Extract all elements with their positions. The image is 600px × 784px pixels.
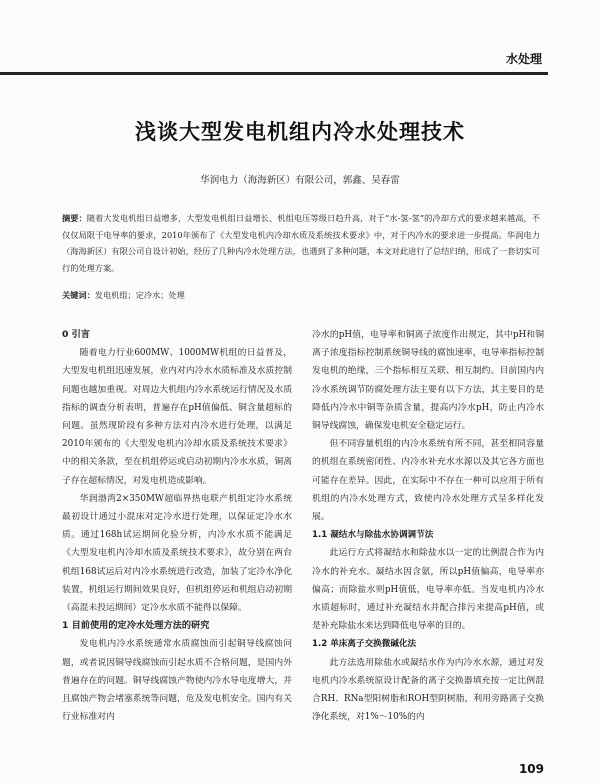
heading-introduction: 0 引言 (62, 329, 90, 340)
paragraph: 此方法选用除盐水或凝结水作为内冷水水源，通过对发电机内冷水系统原设计配备的离子交换器填充按一定比例混合RH、RNa型阳树脂和ROH型阴树脂，利用旁路离子交换净化系统，对1%～10%的内 (312, 657, 544, 723)
paragraph: 冷水的pH值，电导率和铜离子浓度作出规定，其中pH和铜离子浓度指标控制系统铜导线的腐蚀速率，电导率指标控制发电机的绝缘，三个指标相互关联、相互制约。目前国内内冷水系统调节防腐处理方法主要有以下方法，其主要目的是降低内冷水中铜等杂质含量，提高内冷水pH，防止内冷水铜导线腐蚀，确保发电机安全稳定运行。 (312, 330, 544, 432)
left-column (62, 326, 292, 726)
abstract (62, 210, 540, 276)
article-title: 浅谈大型发电机组内冷水处理技术 (135, 120, 465, 144)
heading-1-2: 1.2 单床离子交换微碱化法 (312, 639, 417, 650)
paragraph: 随着电力行业600MW、1000MW机组的日益普及，大型发电机组迅速发展，业内对内冷水水质标准及水质控制问题也越加重视。对周边大机组内冷水系统运行情况及水质指标的调查分析表明，普遍存在pH值偏低、铜含量超标的问题。虽然现阶段有多种方法对内冷水进行处理，以满足2010年颁布的《大型发电机内冷却水质及系统技术要求》中的相关条款，至在机组停运或启动初期内冷水水质，铜离子存在超标情况，对发电机造成影响。 (62, 348, 292, 486)
keywords-text: 发电机组；定冷水；处理 (94, 290, 185, 300)
section-tag: 水处理 (505, 52, 542, 66)
page-number: 109 (518, 762, 544, 776)
heading-methods: 1 目前使用的定冷水处理方法的研究 (62, 620, 210, 632)
heading-1-1: 1.1 凝结水与除盐水协调调节法 (312, 530, 434, 541)
abstract-text: 随着大发电机组日益增多，大型发电机组日益增长、机组电压等级日趋升高，对于“水-氢-氢”的冷却方式的要求越来越高，不仅仅局限于电导率的要求，2010年颁布了《大型发电机内冷却水质及系统技术要求》中，对于内冷水的要求进一步提高。华润电力（海海新区）有限公司自设计初始，经历了几种内冷水处理方法，也遇到了多种问题，本文对此进行了总结归纳，形成了一套切实可行的处理方案。 (62, 213, 540, 273)
paragraph: 但不同容量机组的内冷水系统有所不同，甚至相同容量的机组在系统密闭性、内冷水补充水水源以及其它各方面也可能存在差异。因此，在实际中不存在一种可以应用于所有机组的内冷水处理方式，致使内冷水处理方式呈多样化发展。 (312, 439, 544, 523)
paragraph: 发电机内冷水系统通常水质腐蚀而引起铜导线腐蚀问题，或者说因铜导线腐蚀而引起水质不合格问题，是国内外普遍存在的问题。铜导线腐蚀产物使内冷水导电度增大，并且腐蚀产物会堵塞系统等问题，危及发电机安全。国内有关行业标准对内 (62, 639, 292, 723)
paragraph: 此运行方式将凝结水和除盐水以一定的比例混合作为内冷水的补充水。凝结水因含氨，所以pH值偏高，电导率亦偏高；而除盐水则pH值低，电导率亦低。当发电机内冷水水质超标时，通过补充凝结水并配合排污来提高pH值，或是补充除盐水来达到降低电导率的目的。 (312, 548, 544, 632)
keywords (62, 290, 540, 301)
abstract-label: 摘要： (62, 213, 87, 223)
paragraph: 华润渤湾2×350MW超临界热电联产机组定冷水系统最初设计通过小混床对定冷水进行处理，以保证定冷水水质。通过168h试运期间化验分析，内冷水水质不能满足《大型发电机内冷却水质及系统技术要求》，故分别在两台机组168试运后对内冷水系统进行改造，加装了定冷水净化装置，机组运行期间效果良好，但机组停运和机组启动初期（高混未投运期间）定冷水水质不能得以保障。 (62, 493, 292, 614)
keywords-label: 关键词： (62, 290, 95, 300)
right-column (312, 326, 544, 726)
section-header-band (0, 46, 548, 75)
author-line: 华润电力（海海新区）有限公司，郭鑫、吴春雷 (200, 175, 400, 186)
